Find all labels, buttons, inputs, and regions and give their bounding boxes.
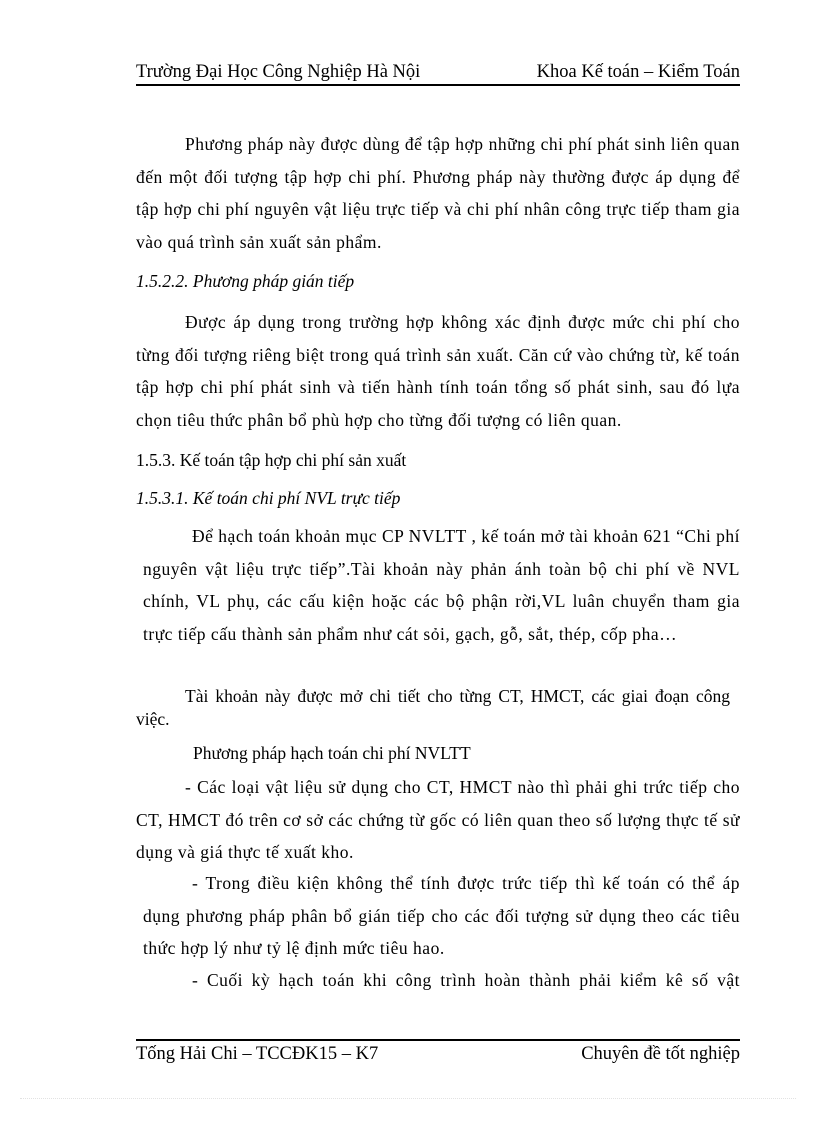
page-bottom-dotted-divider [20, 1098, 796, 1099]
paragraph-allocation: - Trong điều kiện không thể tính được trức tiếp thì kế toán có thể áp dụng phương pháp phân bổ gián tiếp cho các đối tượng sử dụng theo các tiêu thức hợp lý như tỷ lệ định mức tiêu hao. [143, 873, 740, 958]
page-header [136, 60, 740, 84]
subheading-nvltt-method: Phương pháp hạch toán chi phí NVLTT [193, 743, 471, 763]
heading-1-5-2-2: 1.5.2.2. Phương pháp gián tiếp [136, 271, 355, 291]
footer-rule [136, 1039, 740, 1041]
header-rule [136, 84, 740, 86]
heading-1-5-3: 1.5.3. Kế toán tập hợp chi phí sản xuất [136, 450, 407, 470]
paragraph-indirect-method: Được áp dụng trong trường hợp không xác định được mức chi phí cho từng đối tượng riêng biệt trong quá trình sản xuất. Căn cứ vào chứng từ, kế toán tập hợp chi phí phát sinh và tiến hành tính toán tổng số phát sinh, sau đó lựa chọn tiêu thức phân bổ phù hợp cho từng đối tượng có liên quan. [136, 312, 740, 430]
paragraph-period-end: - Cuối kỳ hạch toán khi công trình hoàn thành phải kiểm kê số vật [192, 970, 740, 990]
paragraph-account-detail: Tài khoản này được mở chi tiết cho từng CT, HMCT, các giai đoạn công việc. [136, 686, 730, 729]
footer-document-type: Chuyên đề tốt nghiệp [581, 1044, 740, 1064]
paragraph-account-621: Để hạch toán khoản mục CP NVLTT , kế toán mở tài khoản 621 “Chi phí nguyên vật liệu trực tiếp”.Tài khoản này phản ánh toàn bộ chi phí về NVL chính, VL phụ, các cấu kiện hoặc các bộ phận rời,VL luân chuyển tham gia trực tiếp cấu thành sản phẩm như cát sỏi, gạch, gỗ, sắt, thép, cốp pha… [143, 526, 740, 644]
footer-author: Tống Hải Chi – TCCĐK15 – K7 [136, 1044, 379, 1064]
paragraph-direct-method: Phương pháp này được dùng để tập hợp những chi phí phát sinh liên quan đến một đối tượng tập hợp chi phí. Phương pháp này thường được áp dụng để tập hợp chi phí nguyên vật liệu trực tiếp và chi phí nhân công trực tiếp tham gia vào quá trình sản xuất sản phẩm. [136, 134, 740, 252]
header-school-name: Trường Đại Học Công Nghiệp Hà Nội [136, 62, 421, 82]
paragraph-direct-record: - Các loại vật liệu sử dụng cho CT, HMCT nào thì phải ghi trức tiếp cho CT, HMCT đó trên cơ sở các chứng từ gốc có liên quan theo số lượng thực tế sử dụng và giá thực tế xuất kho. [136, 777, 740, 862]
header-faculty-name: Khoa Kế toán – Kiểm Toán [536, 62, 740, 82]
heading-1-5-3-1: 1.5.3.1. Kế toán chi phí NVL trực tiếp [136, 488, 401, 508]
page-footer [136, 1042, 740, 1066]
